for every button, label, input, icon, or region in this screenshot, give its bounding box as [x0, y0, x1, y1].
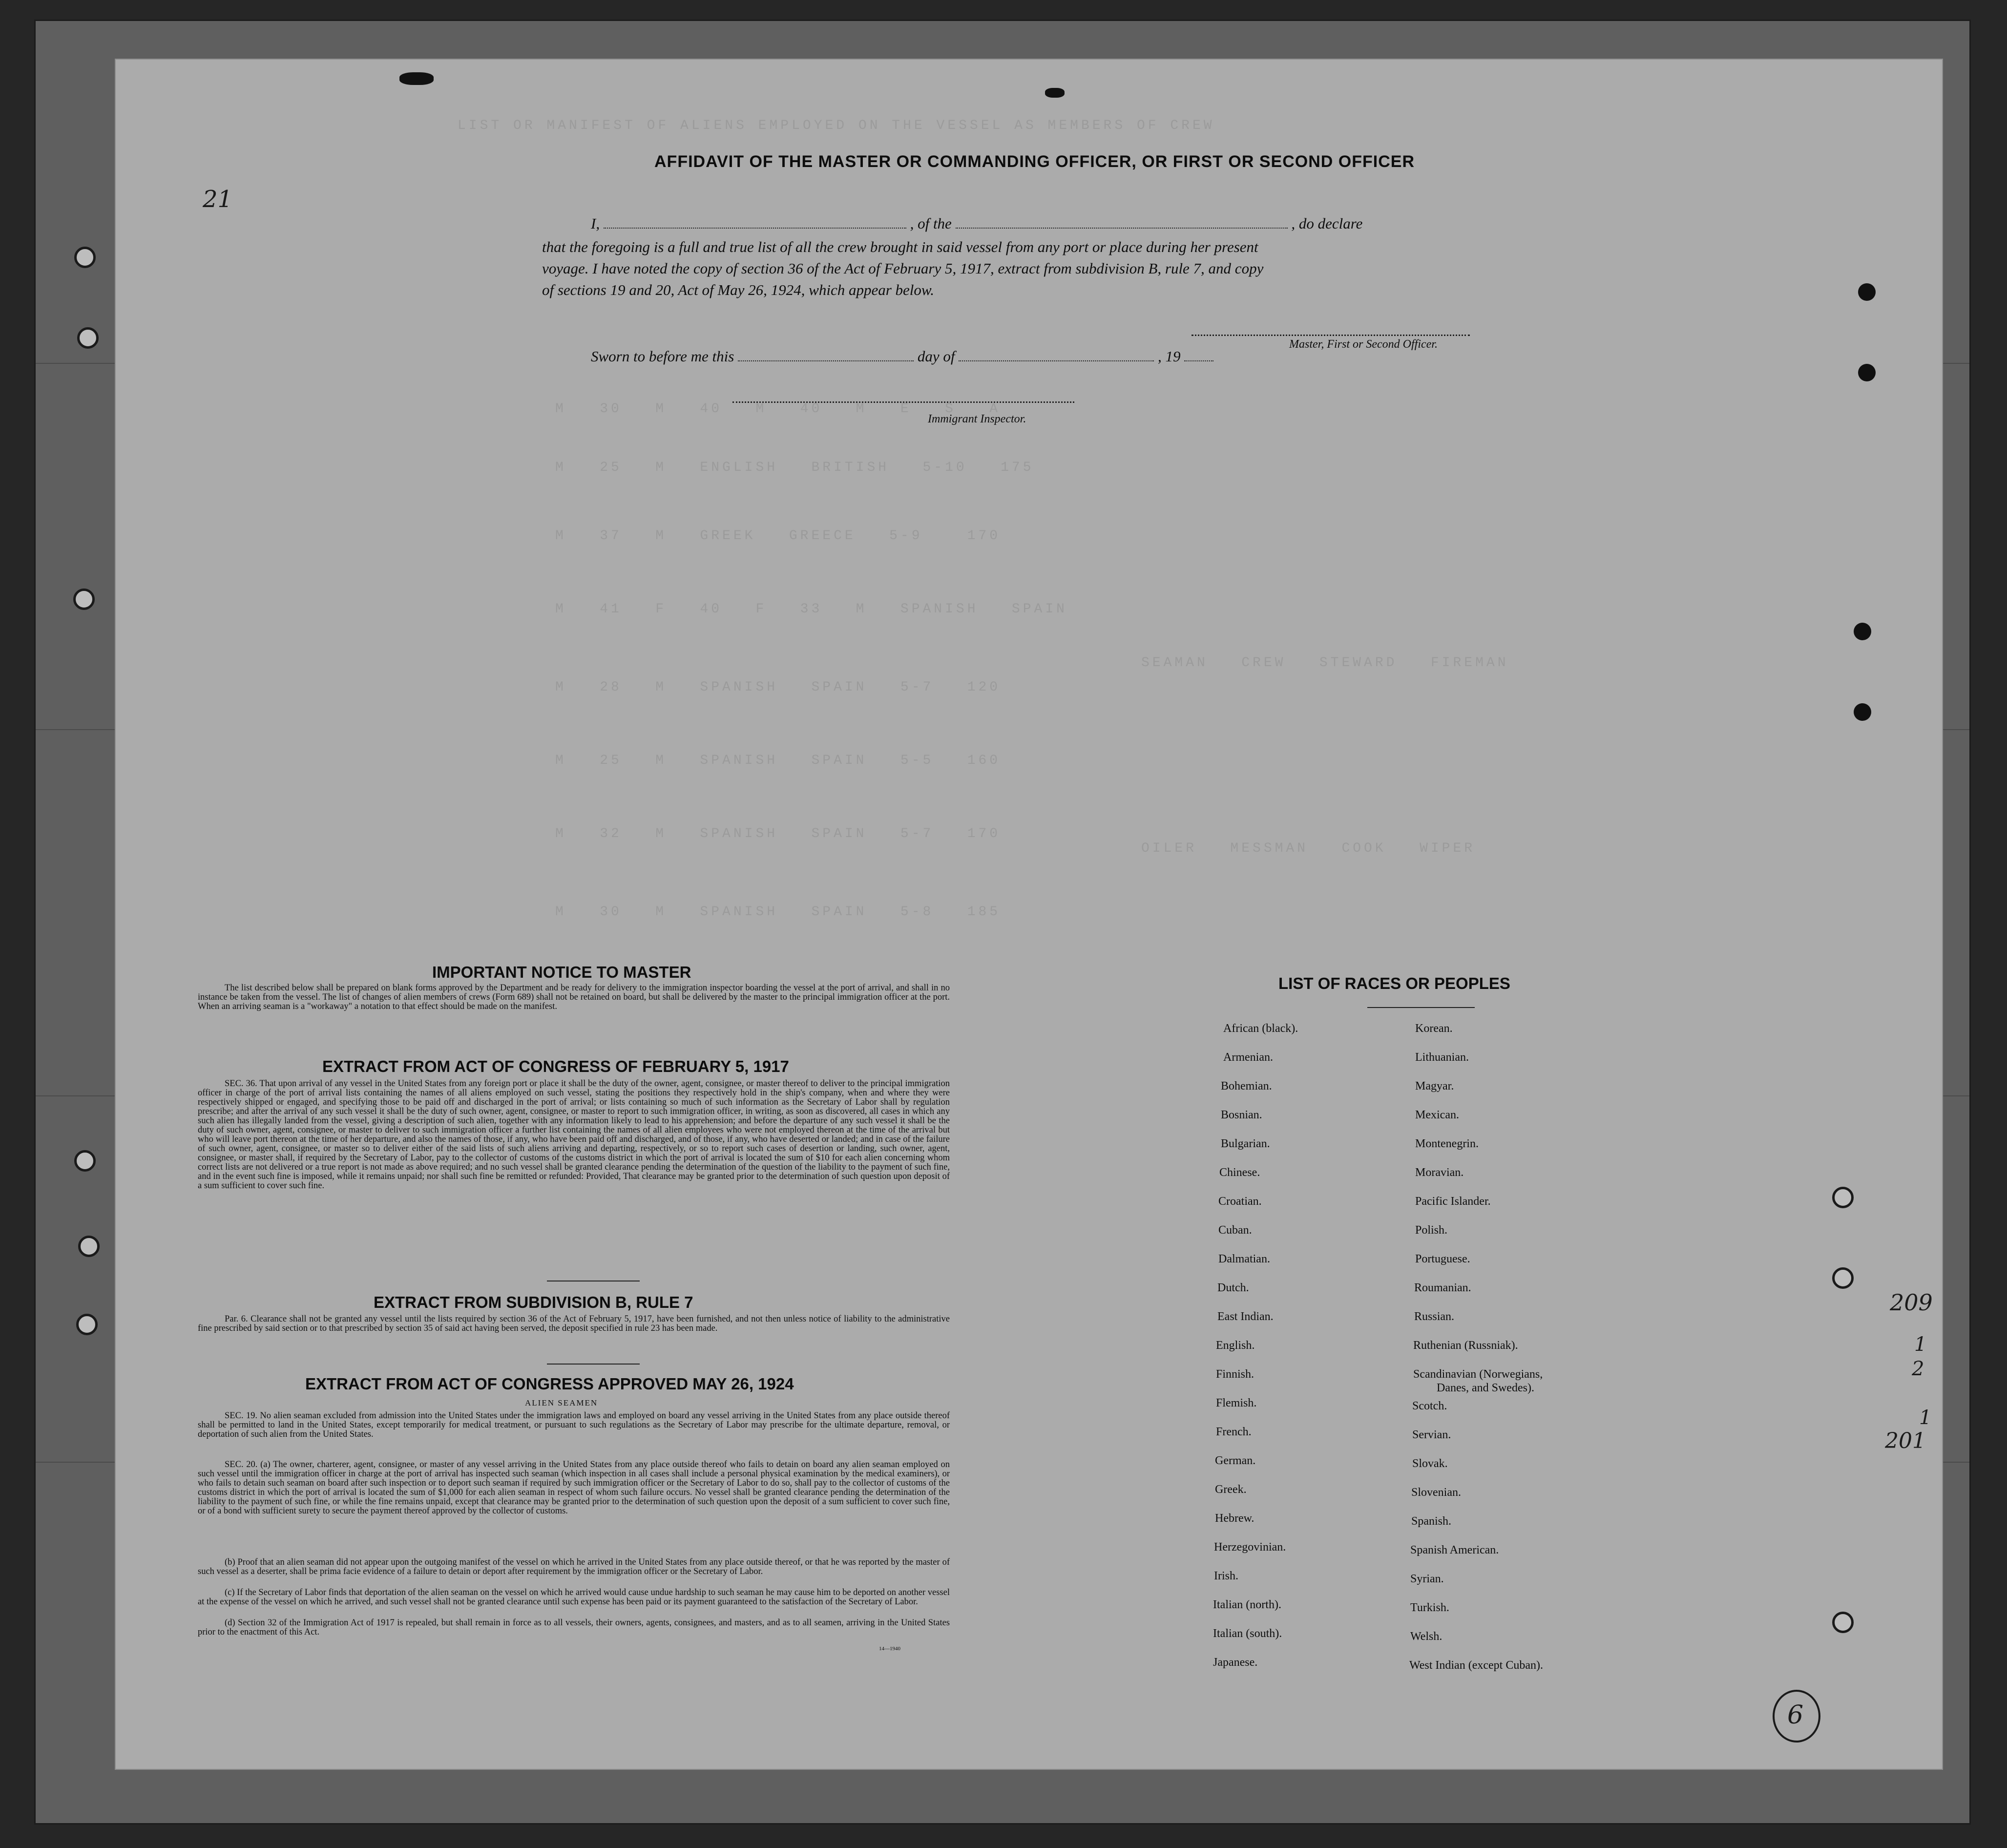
race-item: Italian (south).	[1213, 1627, 1282, 1640]
race-item: Polish.	[1415, 1224, 1448, 1237]
sec20c-text: (c) If the Secretary of Labor finds that deportation of the alien seaman on the vessel on which he arrived would cause undue hardship to such seaman he may cause him to be deported on another vessel at the expense of the vessel on which he arrived, and such vessel shall not be granted clearance until such expense has been paid or its payment guaranteed to the satisfaction of the Secretary of Labor.	[198, 1588, 950, 1607]
handwritten-page-number: 21	[203, 186, 233, 213]
race-item: Mexican.	[1415, 1109, 1459, 1121]
race-item: Finnish.	[1216, 1368, 1254, 1381]
race-item: Montenegrin.	[1415, 1137, 1479, 1150]
affidavit-declaration-line	[591, 215, 1362, 232]
inspector-caption: Immigrant Inspector.	[928, 413, 1026, 425]
race-item: Korean.	[1415, 1022, 1453, 1035]
race-item: Magyar.	[1415, 1080, 1454, 1092]
binder-hole	[1854, 623, 1871, 640]
affidavit-line-3: voyage. I have noted the copy of section 36 of the Act of February 5, 1917, extract from subdivision B, rule 7, and copy	[542, 260, 1264, 277]
race-item: Hebrew.	[1215, 1512, 1254, 1525]
year-label: , 19	[1157, 348, 1181, 365]
race-item: Dalmatian.	[1218, 1253, 1270, 1265]
race-item: Pacific Islander.	[1415, 1195, 1491, 1208]
race-item: Bulgarian.	[1221, 1137, 1270, 1150]
rule7-title: EXTRACT FROM SUBDIVISION B, RULE 7	[374, 1293, 693, 1311]
notice-text: The list described below shall be prepared on blank forms approved by the Department and be ready for delivery to the immigration inspector boarding the vessel at the port of arrival, and shall in no instance be taken from the vessel. The list of changes of alien members of crews (Form 689) shall not be retained on board, but shall be delivered by the master to the principal immigration officer at the port. When an arriving seaman is a "workaway" a notation to that effect should be made on the manifest.	[198, 983, 950, 1011]
race-item: German.	[1215, 1454, 1256, 1467]
race-item: Moravian.	[1415, 1166, 1464, 1179]
binder-hole	[74, 247, 96, 268]
race-item: Scotch.	[1412, 1400, 1447, 1412]
of-the-label: , of the	[910, 215, 952, 232]
race-item: Irish.	[1214, 1570, 1238, 1582]
inspector-signature-line[interactable]	[732, 401, 1074, 403]
ink-smudge	[399, 72, 434, 85]
race-item: Japanese.	[1213, 1656, 1258, 1669]
day-of-label: day of	[917, 348, 955, 365]
vessel-blank[interactable]	[956, 215, 1288, 229]
do-declare-label: , do declare	[1291, 215, 1363, 232]
race-item: Greek.	[1215, 1483, 1247, 1496]
rule7-text: Par. 6. Clearance shall not be granted any vessel until the lists required by section 36 of the Act of February 5, 1917, have been furnished, and not then unless notice of liability to the administrative fine prescribed by said section or to that prescribed by section 35 of said act having been served, the deposit specified in rule 23 has been made.	[198, 1314, 950, 1333]
race-item: Italian (north).	[1213, 1598, 1281, 1611]
race-item: Spanish American.	[1410, 1544, 1499, 1556]
master-signature-line[interactable]	[1192, 335, 1470, 336]
race-item: Bosnian.	[1221, 1109, 1262, 1121]
extract-1917-title: EXTRACT FROM ACT OF CONGRESS OF FEBRUARY 5, 1917	[322, 1057, 789, 1075]
handwritten-margin-note: 209	[1890, 1289, 1933, 1316]
race-item: East Indian.	[1217, 1310, 1274, 1323]
binder-hole	[1832, 1612, 1854, 1633]
binder-hole	[76, 1314, 98, 1335]
divider	[1367, 1007, 1475, 1008]
race-item: Slovak.	[1412, 1457, 1448, 1470]
month-blank[interactable]	[959, 348, 1154, 361]
race-item: Welsh.	[1410, 1630, 1443, 1643]
sec20a-text: SEC. 20. (a) The owner, charterer, agent, consignee, or master of any vessel arriving in the United States from any place outside thereof who fails to detain on board any alien seaman employed on such vessel until the immigration officer in charge at the port of arrival has inspected such seaman (which inspection in all cases shall include a personal physical examination by the medical examiners), or who fails to detain such seaman on board after such inspection or to deport such seaman if required by such immigration officer or the Secretary of Labor to do so, shall pay to the collector of customs of the customs district in which the port of arrival is located the sum of $1,000 for each alien seaman in respect of whom such failure occurs. No vessel shall be granted clearance pending the determination of the liability to the payment of such fine, or while the fine remains unpaid, except that clearance may be granted prior to the determination of such question upon the deposit of a sum sufficient to cover such fine, or of a bond with sufficient surety to secure the payment thereof approved by the collector of customs.	[198, 1460, 950, 1516]
sec20b-text: (b) Proof that an alien seaman did not appear upon the outgoing manifest of the vessel on which he arrived in the United States from any place outside thereof, or that he was reported by the master of such vessel as a deserter, shall be prima facie evidence of a failure to detain or deport after requirement by the immigration officer or the Secretary of Labor.	[198, 1557, 950, 1576]
sworn-line	[591, 348, 1213, 365]
sec19-text: SEC. 19. No alien seaman excluded from admission into the United States under the immigration laws and employed on board any vessel arriving in the United States from any place outside thereof shall be permitted to land in the United States, except temporarily for medical treatment, or pursuant to such regulations as the Secretary of Labor may prescribe for the ultimate departure, removal, or deportation of such alien from the United States.	[198, 1411, 950, 1439]
race-item: West Indian (except Cuban).	[1409, 1659, 1543, 1672]
race-item: Scandinavian (Norwegians,	[1413, 1368, 1543, 1381]
sec20d-text: (d) Section 32 of the Immigration Act of 1917 is repealed, but shall remain in force as to all vessels, their owners, agents, consignees, and masters, and as to all seamen, arriving in the United States prior to the enactment of this Act.	[198, 1618, 950, 1637]
i-label: I,	[591, 215, 600, 232]
race-item: Spanish.	[1411, 1515, 1452, 1528]
form-sheet: LIST OR MANIFEST OF ALIENS EMPLOYED ON THE VESSEL AS MEMBERS OF CREW M 30 M 40 M 40 M E S A M 25 M ENGLISH BRITISH 5-10 175 M 37 M GREEK GREECE 5-9 170 M 41 F 40 F 33 M SPANISH SPAIN M 28 M SPANISH SPAIN 5-7 120 M 25 M SPANISH SPAIN 5-5 160 M 32 M SPANISH SPAIN 5-7 170 M 30 M SPANISH SPAIN 5-8 185 SEAMAN CREW STEWARD FIREMAN OILER MESSMAN COOK WIPER	[115, 59, 1943, 1770]
binder-hole	[1832, 1187, 1854, 1208]
race-item: Armenian.	[1223, 1051, 1273, 1064]
race-item: Croatian.	[1218, 1195, 1262, 1208]
race-item: Slovenian.	[1411, 1486, 1461, 1499]
affidavit-line-2: that the foregoing is a full and true list of all the crew brought in said vessel from any port or place during her present	[542, 238, 1258, 255]
master-caption: Master, First or Second Officer.	[1289, 338, 1438, 351]
race-item: African (black).	[1223, 1022, 1298, 1035]
race-item: Ruthenian (Russniak).	[1413, 1339, 1518, 1352]
race-item: French.	[1216, 1426, 1252, 1438]
race-item: Roumanian.	[1414, 1281, 1471, 1294]
race-item: Dutch.	[1217, 1281, 1249, 1294]
race-item: Turkish.	[1410, 1601, 1449, 1614]
race-item-continued: Danes, and Swedes).	[1437, 1382, 1534, 1394]
race-item: Russian.	[1414, 1310, 1455, 1323]
year-blank[interactable]	[1184, 348, 1213, 361]
race-item: Syrian.	[1410, 1573, 1444, 1585]
affidavit-line-4: of sections 19 and 20, Act of May 26, 1924, which appear below.	[542, 281, 935, 298]
divider	[547, 1364, 640, 1365]
handwritten-margin-note: 2	[1912, 1358, 1924, 1380]
handwritten-margin-note: 201	[1885, 1428, 1926, 1453]
binder-hole	[77, 327, 99, 349]
race-item: Lithuanian.	[1415, 1051, 1469, 1064]
notice-title: IMPORTANT NOTICE TO MASTER	[432, 963, 691, 981]
binder-hole	[73, 588, 95, 610]
binder-hole	[78, 1236, 100, 1257]
affidavit-title: AFFIDAVIT OF THE MASTER OR COMMANDING OFFICER, OR FIRST OR SECOND OFFICER	[654, 152, 1415, 171]
alien-seamen-subtitle: ALIEN SEAMEN	[525, 1398, 598, 1407]
name-blank[interactable]	[604, 215, 906, 229]
races-title: LIST OF RACES OR PEOPLES	[1278, 974, 1510, 992]
race-item: Flemish.	[1216, 1397, 1257, 1409]
form-number: 14—1940	[879, 1646, 900, 1652]
race-item: Servian.	[1412, 1428, 1451, 1441]
race-item: Herzegovinian.	[1214, 1541, 1286, 1554]
binder-hole	[1858, 283, 1876, 301]
handwritten-margin-note: 1	[1914, 1333, 1927, 1356]
race-item: Bohemian.	[1221, 1080, 1272, 1092]
binder-hole	[1854, 703, 1871, 721]
race-item: Cuban.	[1218, 1224, 1252, 1237]
binder-hole	[1858, 364, 1876, 381]
race-item: Portuguese.	[1415, 1253, 1470, 1265]
sworn-label: Sworn to before me this	[591, 348, 734, 365]
handwritten-margin-note: 1	[1919, 1407, 1932, 1429]
circled-number: 6	[1773, 1690, 1820, 1743]
day-blank[interactable]	[738, 348, 914, 361]
ink-smudge	[1045, 88, 1065, 98]
extract-1917-text: SEC. 36. That upon arrival of any vessel in the United States from any foreign port or place it shall be the duty of the owner, agent, consignee, or master thereof to deliver to the principal immigration officer in charge of the port of arrival lists containing the names of all aliens employed on such vessel, stating the positions they respectively hold in the ship's company, when and where they were respectively shipped or engaged, and specifying those to be paid off and discharged in the port of arrival; or lists containing so much of such information as the Secretary of Labor shall by regulation prescribe; and after the arrival of any such vessel it shall be the duty of such owner, agent, consignee, or master to report to such immigration officer, in writing, as soon as discovered, all cases in which any such alien has illegally landed from the vessel, giving a description of such alien, together with any information likely to lead to his apprehension; and before the departure of any such vessel it shall be the duty of such owner, agent, consignee, or master to deliver to such immigration officer a further list containing the names of all alien employees who were not employed thereon at the time of the arrival but who will leave port thereon at the time of her departure, and also the names of those, if any, who have been paid off and discharged, and of those, if any, who have deserted or landed; and in case of the failure of such owner, agent, consignee, or master so to deliver either of the said lists of such aliens arriving and departing, respectively, or so to report such cases of desertion or landing, such owner, agent, consignee, or master shall, if required by the Secretary of Labor, pay to the collector of customs of the customs district in which the port of arrival is located the sum of $10 for each alien concerning whom correct lists are not delivered or a true report is not made as above required; and no such vessel shall be granted clearance pending the determination of the question of the liability to the payment of such fine, and in the event such fine is imposed, while it remains unpaid; nor shall such fine be remitted or refunded: Provided, That clearance may be granted prior to the determination of such question upon deposit of a sum sufficient to cover such fine.	[198, 1079, 950, 1191]
binder-hole	[1832, 1267, 1854, 1289]
race-item: Chinese.	[1219, 1166, 1260, 1179]
race-item: English.	[1216, 1339, 1255, 1352]
extract-1924-title: EXTRACT FROM ACT OF CONGRESS APPROVED MAY 26, 1924	[305, 1375, 794, 1393]
binder-hole	[74, 1150, 96, 1172]
